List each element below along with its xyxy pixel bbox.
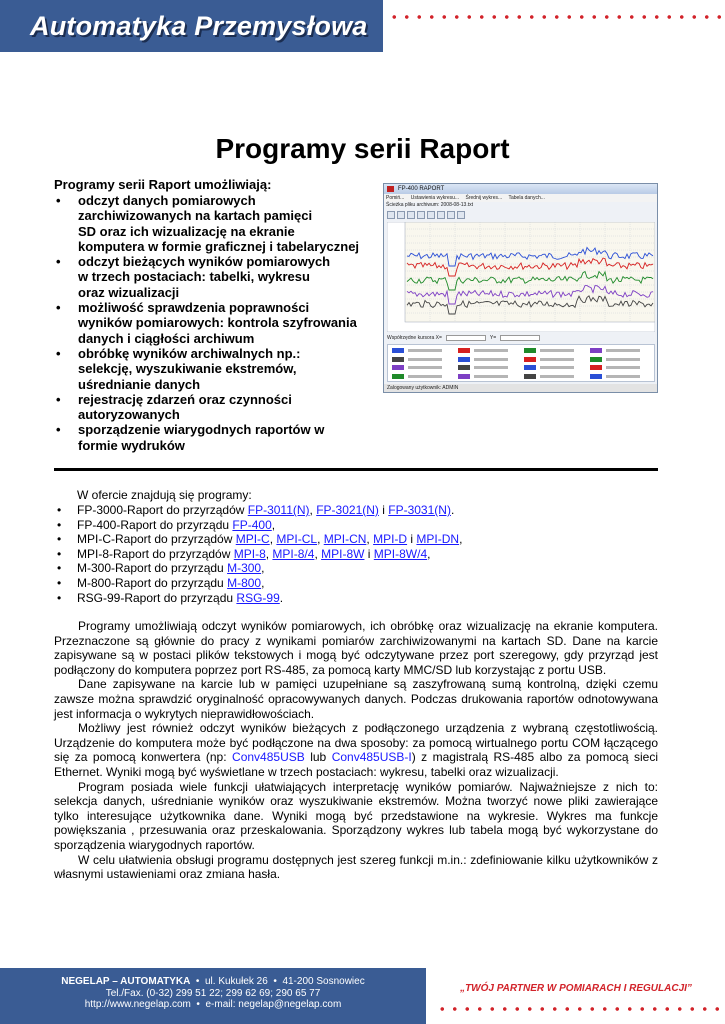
product-link[interactable]: M-800 xyxy=(227,575,262,590)
product-link[interactable]: FP-3011(N) xyxy=(247,503,310,517)
screenshot-menu-item: Średnij wykres... xyxy=(465,195,503,201)
screenshot-legend-swatch xyxy=(458,357,470,362)
footer-email-link[interactable]: e-mail: negelap@negelap.com xyxy=(205,999,342,1010)
offer-item: • M-300-Raport do przyrządu M-300, xyxy=(54,561,462,576)
product-link[interactable]: MPI-D xyxy=(373,532,408,547)
screenshot-legend-swatch xyxy=(524,348,536,353)
screenshot-legend-swatch xyxy=(524,357,536,362)
paragraph: W celu ułatwienia obsługi programu dostępnych jest szereg funkcji m.in.: zdefiniowanie kilku użytkowników z własnymi ustawieniami oraz zmiana hasła. xyxy=(54,852,658,882)
converter-link[interactable]: Conv485USB-I xyxy=(331,750,412,765)
description xyxy=(54,619,658,882)
screenshot-legend-placeholder xyxy=(540,358,574,361)
product-link[interactable]: MPI-CN xyxy=(323,532,367,547)
toolbar-icon xyxy=(457,211,465,219)
slogan: „TWÓJ PARTNER W POMIARACH I REGULACJI” xyxy=(460,983,692,994)
screenshot-legend-placeholder xyxy=(606,358,640,361)
screenshot-legend-swatch xyxy=(590,348,602,353)
screenshot-legend-swatch xyxy=(590,357,602,362)
footer-phone: Tel./Fax. (0-32) 299 51 22; 299 62 69; 290 65 77 xyxy=(105,988,321,999)
screenshot-legend-swatch xyxy=(458,365,470,370)
screenshot-legend-swatch xyxy=(524,374,536,379)
screenshot-menu-item: Ustawienia wykresu... xyxy=(410,195,460,201)
screenshot-legend-placeholder xyxy=(474,358,508,361)
screenshot-legend-swatch xyxy=(392,374,404,379)
footer-contact: http://www.negelap.com • e-mail: negelap@negelap.com xyxy=(84,999,342,1010)
product-link[interactable]: MPI-8/4 xyxy=(272,546,315,561)
screenshot-legend-swatch xyxy=(392,348,404,353)
toolbar-icon xyxy=(417,211,425,219)
screenshot-file-info: Ścieżka pliku archiwum: 2008-08-13.txt xyxy=(386,202,473,208)
product-link[interactable]: FP-400 xyxy=(232,517,272,532)
screenshot-legend-swatch xyxy=(458,374,470,379)
feature-item: • obróbkę wyników archiwalnych np.: selekcję, wyszukiwanie ekstremów, uśrednianie danych xyxy=(54,346,379,392)
product-link[interactable]: RSG-99 xyxy=(236,590,280,605)
section-divider xyxy=(54,468,658,471)
footer-address: NEGELAP – AUTOMATYKA • ul. Kukułek 26 • 41-200 Sosnowiec xyxy=(61,976,365,987)
screenshot-legend-placeholder xyxy=(408,366,442,369)
screenshot-titlebar: FP-400 RAPORT xyxy=(384,184,657,194)
screenshot-legend-swatch xyxy=(590,374,602,379)
screenshot-legend-swatch xyxy=(590,365,602,370)
screenshot-cursor-coords: Współrzędne kursora X= Y= xyxy=(387,334,655,342)
screenshot-legend-placeholder xyxy=(606,375,640,378)
paragraph: Możliwy jest również odczyt wyników bieżących z podłączonego urządzenia z wybraną częstotliwością. Urządzenie do komputera może być podłączone na dwa sposoby: za pomocą wirtualnego portu COM łączącego się za pomocą konwertera (np: Conv485USB lub Conv485USB-I) z magistralą RS-485 albo za pomocą sieci Ethernet. Wyniki mogą być wyświetlane w trzech postaciach: wykresu, tabelki oraz wizualizacji. xyxy=(54,721,659,779)
screenshot-legend-swatch xyxy=(392,365,404,370)
product-link[interactable]: MPI-CL xyxy=(276,532,318,547)
screenshot-status: Zalogowany użytkownik: ADMIN xyxy=(384,384,657,392)
screenshot-menu-item: Pomiń... xyxy=(386,195,405,201)
offer-item: • FP-3000-Raport do przyrządów FP-3011(N), FP-3021(N) i FP-3031(N). xyxy=(54,503,462,518)
offer-item: • M-800-Raport do przyrządu M-800, xyxy=(54,576,462,591)
screenshot-menu-item: Tabela danych... xyxy=(508,195,545,201)
toolbar-icon xyxy=(407,211,415,219)
product-link[interactable]: M-300 xyxy=(227,561,262,576)
paragraph: Dane zapisywane na karcie lub w pamięci uzupełniane są zaszyfrowaną sumą kontrolną, dzięki czemu zawsze można sprawdzić oryginalność opracowywanych danych. Podczas drukowania raportów odnotowywana jest informacja o wykrytych nieprawidłowościach. xyxy=(54,677,658,721)
feature-item: • możliwość sprawdzenia poprawności wyników pomiarowych: kontrola szyfrowania danych i ciągłości archiwum xyxy=(54,300,379,346)
screenshot-legend-placeholder xyxy=(474,349,508,352)
screenshot-legend-placeholder xyxy=(540,349,574,352)
product-link[interactable]: MPI-C xyxy=(235,532,270,547)
screenshot-legend-swatch xyxy=(392,357,404,362)
screenshot-legend-placeholder xyxy=(474,375,508,378)
feature-list xyxy=(54,193,379,453)
footer-dots-decoration xyxy=(436,1006,721,1012)
feature-item: • odczyt bieżących wyników pomiarowych w trzech postaciach: tabelki, wykresu oraz wizualizacji xyxy=(54,254,379,300)
offer-item: • MPI-C-Raport do przyrządów MPI-C, MPI-CL, MPI-CN, MPI-D i MPI-DN, xyxy=(54,532,462,547)
screenshot-legend-swatch xyxy=(524,365,536,370)
screenshot-graph xyxy=(387,222,655,332)
screenshot-legend-placeholder xyxy=(408,349,442,352)
feature-item: • sporządzenie wiarygodnych raportów w formie wydruków xyxy=(54,422,379,453)
paragraph: Programy umożliwiają odczyt wyników pomiarowych, ich obróbkę oraz wizualizację na ekranie komputera. Przeznaczone są głównie do pracy z wynikami pomiarów zarchiwizowanymi na kartach SD. Dane na karcie zapisywane są w postaci plików tekstowych i mogą być odczytywane przez port szeregowy, gdy przyrząd jest podłączony do komputera poprzez port RS-485, za pomocą karty MMC/SD lub korzystając z portu USB. xyxy=(54,619,658,677)
offer-item: • FP-400-Raport do przyrządu FP-400, xyxy=(54,518,462,533)
product-link[interactable]: FP-3031(N) xyxy=(388,503,451,517)
screenshot-legend-placeholder xyxy=(540,375,574,378)
program-screenshot xyxy=(383,183,658,393)
intro-heading: Programy serii Raport umożliwiają: xyxy=(54,177,272,192)
brand-title: Automatyka Przemysłowa xyxy=(30,11,368,41)
toolbar-icon xyxy=(397,211,405,219)
screenshot-legend-placeholder xyxy=(474,366,508,369)
header-dots-decoration xyxy=(388,14,721,20)
toolbar-icon xyxy=(447,211,455,219)
screenshot-legend xyxy=(387,344,655,382)
offer-item: • MPI-8-Raport do przyrządów MPI-8, MPI-8/4, MPI-8W i MPI-8W/4, xyxy=(54,547,462,562)
offer-list xyxy=(54,503,462,605)
page-title: Programy serii Raport xyxy=(215,133,510,164)
product-link[interactable]: MPI-8 xyxy=(233,546,266,561)
paragraph: Program posiada wiele funkcji ułatwiających interpretację wyników pomiarów. Najważniejsze z nich to: selekcja danych, uśrednianie wyników oraz wyszukiwanie ekstremów. Można tworzyć nowe pliki zawierające tylko interesujące użytkownika dane. Wyniki mogą być przedstawione na wykresie. Wykres ma funkcje powiększania , przesuwania oraz przeskalowania. Sporządzony wykres lub tabela mogą być wykorzystane do sporządzenia wiarygodnych raportów. xyxy=(54,779,658,852)
product-link[interactable]: MPI-8W xyxy=(321,546,365,561)
footer-website-link[interactable]: http://www.negelap.com xyxy=(84,999,191,1010)
screenshot-toolbar xyxy=(384,209,657,221)
toolbar-icon xyxy=(437,211,445,219)
feature-item: • odczyt danych pomiarowych zarchiwizowanych na kartach pamięci SD oraz ich wizualizację na ekranie komputera w formie graficznej i tabelarycznej xyxy=(54,193,379,254)
product-link[interactable]: MPI-DN xyxy=(416,532,460,547)
screenshot-legend-swatch xyxy=(458,348,470,353)
converter-link[interactable]: Conv485USB xyxy=(232,750,305,765)
product-link[interactable]: MPI-8W/4 xyxy=(373,546,428,561)
offer-intro: W ofercie znajdują się programy: xyxy=(77,488,252,502)
product-link[interactable]: FP-3021(N) xyxy=(316,503,379,517)
screenshot-legend-placeholder xyxy=(408,358,442,361)
offer-item: • RSG-99-Raport do przyrządu RSG-99. xyxy=(54,591,462,606)
screenshot-legend-placeholder xyxy=(606,349,640,352)
toolbar-icon xyxy=(387,211,395,219)
feature-item: • rejestrację zdarzeń oraz czynności autoryzowanych xyxy=(54,392,379,423)
screenshot-legend-placeholder xyxy=(540,366,574,369)
toolbar-icon xyxy=(427,211,435,219)
screenshot-menu xyxy=(384,194,657,202)
screenshot-legend-placeholder xyxy=(408,375,442,378)
screenshot-legend-placeholder xyxy=(606,366,640,369)
